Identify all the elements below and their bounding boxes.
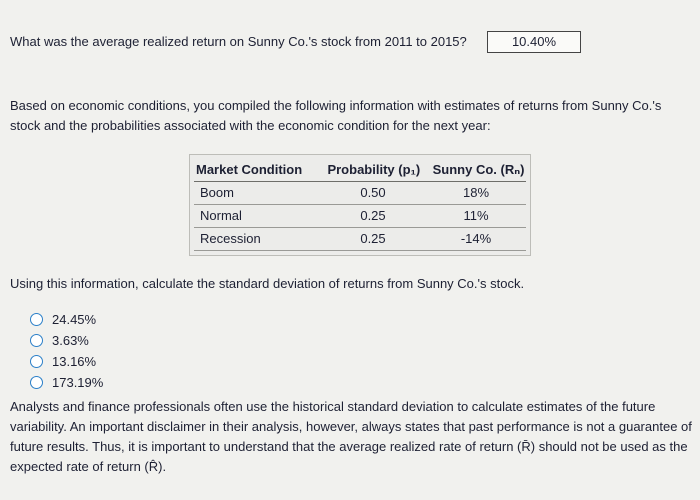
cell-return: -14% [460,231,492,246]
option-label: 13.16% [52,354,97,369]
radio-button-icon[interactable] [30,376,43,389]
table-row [194,182,526,205]
option-2[interactable] [30,330,103,351]
option-label: 3.63% [52,333,89,348]
closing-paragraph: Analysts and finance professionals often use the historical standard deviation to calculate estimates of the future variability. An important disclaimer in their analysis, however, always states that past performance is not a guarantee of future results. Thus, it is important to understand that the average realized rate of return (R̄) should not be used as the expected rate of return (R̂). [10,399,692,474]
option-1[interactable] [30,309,103,330]
question-2-text: Using this information, calculate the standard deviation of returns from Sunny Co.'s stock. [10,276,525,291]
cell-probability: 0.25 [360,231,386,246]
cell-condition: Boom [200,185,234,200]
cell-return: 11% [463,208,489,223]
radio-button-icon[interactable] [30,313,43,326]
cell-condition: Recession [200,231,261,246]
question-1-text: What was the average realized return on Sunny Co.'s stock from 2011 to 2015? [10,34,467,49]
header-sunny-co: Sunny Co. (Rₙ) [432,162,525,177]
returns-table [189,154,531,256]
option-label: 173.19% [52,375,104,390]
radio-button-icon[interactable] [30,355,43,368]
header-probability: Probability (p₁) [327,162,421,177]
cell-return: 18% [462,185,490,200]
header-market-condition: Market Condition [196,162,303,177]
intro-paragraph: Based on economic conditions, you compiled the following information with estimates of returns from Sunny Co.'s stock and the probabilities associated with the economic condition for the next year: [10,98,662,133]
table-row [194,228,526,251]
answer-options [30,309,103,393]
cell-condition: Normal [200,208,242,223]
table-header-row [194,159,526,182]
answer-field[interactable]: 10.40% [487,31,581,53]
option-3[interactable] [30,351,103,372]
option-label: 24.45% [52,312,97,327]
option-4[interactable] [30,372,103,393]
table-row [194,205,526,228]
cell-probability: 0.50 [360,185,386,200]
radio-button-icon[interactable] [30,334,43,347]
cell-probability: 0.25 [360,208,386,223]
